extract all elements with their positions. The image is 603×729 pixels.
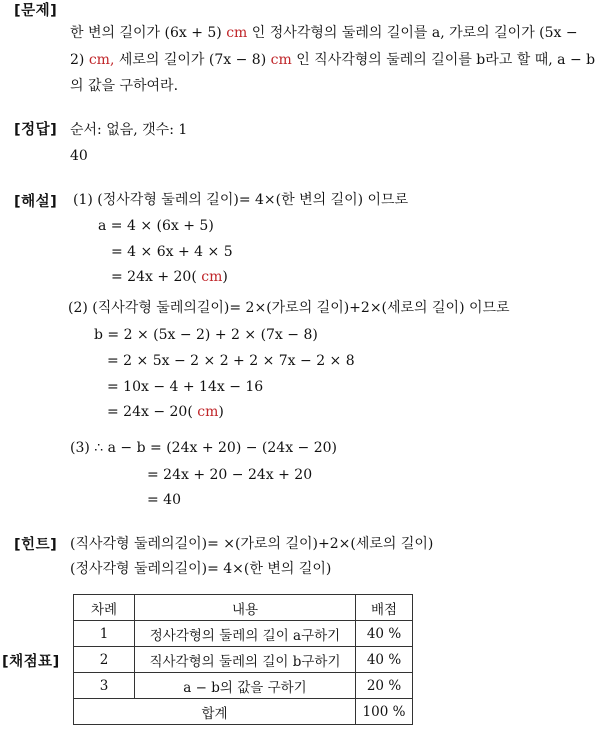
answer-meta: 순서: 없음, 갯수: 1 — [70, 122, 188, 138]
unit-cm: cm — [226, 25, 248, 41]
solution-part2-step3: = 10x − 4 + 14x − 16 — [107, 379, 264, 395]
table-row — [74, 647, 413, 673]
row-content: 직사각형의 둘레의 길이 b구하기 — [135, 647, 356, 673]
unit-cm: cm, — [88, 52, 115, 68]
solution-part1-step1: a = 4 × (6x + 5) — [98, 218, 214, 234]
problem-line1-text: 한 변의 길이가 (6x + 5) — [70, 25, 222, 41]
answer-value: 40 — [70, 148, 88, 164]
total-value: 100 % — [356, 699, 413, 725]
solution-part3-step1: (3) ∴ a − b = (24x + 20) − (24x − 20) — [70, 440, 337, 456]
row-points: 40 % — [356, 621, 413, 647]
unit-cm: cm — [196, 269, 223, 285]
unit-cm: cm — [192, 404, 219, 420]
problem-line2-mid: 세로의 길이가 (7x − 8) — [118, 52, 267, 68]
header-points: 배점 — [356, 595, 413, 621]
hint-label: [힌트] — [14, 537, 58, 553]
row-points: 40 % — [356, 647, 413, 673]
rubric-label: [채점표] — [2, 654, 60, 670]
solution-part2-step4 — [107, 402, 224, 422]
closing-paren: ) — [222, 269, 228, 285]
solution-part3-step2: = 24x + 20 − 24x + 20 — [147, 467, 313, 483]
solution-part1-heading: (1) (정사각형 둘레의 길이)= 4×(한 변의 길이) 이므로 — [73, 192, 409, 208]
solution-part2-step4-text: = 24x − 20( — [107, 404, 193, 420]
solution-part2-step2: = 2 × 5x − 2 × 2 + 2 × 7x − 2 × 8 — [107, 353, 355, 369]
table-row — [74, 621, 413, 647]
solution-part2-heading: (2) (직사각형 둘레의길이)= 2×(가로의 길이)+2×(세로의 길이) 이므로 — [68, 300, 510, 316]
solution-part3-step3: = 40 — [147, 492, 181, 508]
row-points: 20 % — [356, 673, 413, 699]
problem-label: [문제] — [14, 3, 58, 19]
solution-part1-step2: = 4 × 6x + 4 × 5 — [111, 244, 233, 260]
table-row — [74, 673, 413, 699]
problem-line1-rest: 인 정사각형의 둘레의 길이를 a, 가로의 길이가 (5x − — [251, 25, 578, 41]
row-order: 3 — [74, 673, 135, 699]
total-label: 합계 — [74, 699, 356, 725]
row-content: a − b의 값을 구하기 — [135, 673, 356, 699]
solution-part1-step3 — [111, 267, 228, 287]
problem-line2-rest: 인 직사각형의 둘레의 길이를 b라고 할 때, a − b — [296, 52, 596, 68]
rubric-table — [73, 594, 413, 725]
rubric-total-row — [74, 699, 413, 725]
row-order: 1 — [74, 621, 135, 647]
problem-line2-text: 2) — [70, 52, 85, 68]
problem-line3: 의 값을 구하여라. — [70, 78, 179, 94]
solution-part1-step3-text: = 24x + 20( — [111, 269, 197, 285]
closing-paren: ) — [218, 404, 224, 420]
hint-line2: (정사각형 둘레의길이)= 4×(한 변의 길이) — [70, 561, 332, 577]
header-order: 차례 — [74, 595, 135, 621]
row-content: 정사각형의 둘레의 길이 a구하기 — [135, 621, 356, 647]
unit-cm: cm — [270, 52, 292, 68]
header-content: 내용 — [135, 595, 356, 621]
rubric-header-row — [74, 595, 413, 621]
solution-part2-step1: b = 2 × (5x − 2) + 2 × (7x − 8) — [94, 327, 318, 343]
solution-label: [해설] — [14, 194, 58, 210]
answer-label: [정답] — [14, 122, 58, 138]
row-order: 2 — [74, 647, 135, 673]
hint-line1: (직사각형 둘레의길이)= ×(가로의 길이)+2×(세로의 길이) — [70, 536, 434, 552]
